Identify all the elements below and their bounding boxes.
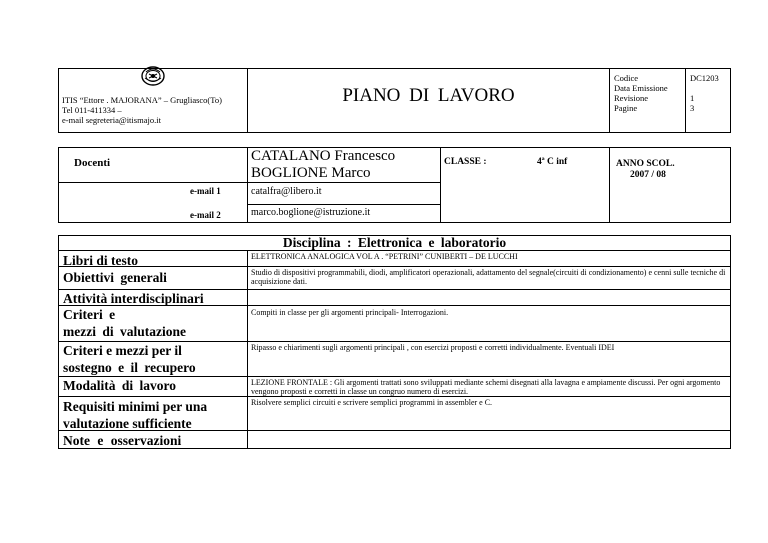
row-label-attivita-interdisciplinari: Attività interdisciplinari (63, 291, 204, 306)
row-label-criteri-valutazione-line1: Criteri e (63, 307, 116, 322)
email-1-label: e-mail 1 (190, 186, 221, 196)
teacher-2: BOGLIONE Marco (251, 165, 371, 181)
row-content-criteri-valutazione: Compiti in classe per gli argomenti principali- Interrogazioni. (251, 308, 449, 317)
meta-value-codice: DC1203 (690, 73, 719, 83)
meta-value-data-emissione (690, 83, 719, 93)
email-2-value[interactable]: marco.boglione@istruzione.it (251, 207, 371, 218)
meta-label-data-emissione: Data Emissione (614, 83, 668, 93)
discipline-title: Disciplina : Elettronica e laboratorio (282, 235, 507, 250)
row-content-modalita-di-lavoro: LEZIONE FRONTALE : Gli argomenti trattati sono sviluppati mediante schemi disegnati alla lavagna e ampiamente discussi. Per ogni argomento vengono proposti e corretti in classe un congruo numero di esercizi. (251, 378, 721, 397)
meta-value-pagine: 3 (690, 103, 695, 113)
docenti-label: Docenti (74, 157, 111, 169)
classe-label: CLASSE : (444, 157, 487, 167)
school-name: ITIS “Ettore . MAJORANA” – Grugliasco(To) (62, 95, 222, 105)
meta-labels (614, 73, 668, 113)
row-label-criteri-valutazione-line2: mezzi di valutazione (63, 324, 186, 339)
row-content-libri-di-testo: ELETTRONICA ANALOGICA VOL A . “PETRINI” CUNIBERTI – DE LUCCHI (251, 252, 518, 261)
row-content-criteri-sostegno: Ripasso e chiarimenti sugli argomenti principali , con esercizi proposti e corretti individualmente. Eventuali IDEI (251, 343, 615, 352)
meta-label-revisione: Revisione (614, 93, 648, 103)
row-label-requisiti-minimi-line1: Requisiti minimi per una (63, 399, 208, 414)
row-label-criteri-sostegno-line1: Criteri e mezzi per il (63, 343, 182, 358)
anno-value: 2007 / 08 (630, 170, 666, 180)
school-phone: Tel 011-411334 – (62, 105, 122, 115)
classe-value: 4ª C inf (537, 157, 568, 167)
row-content-obiettivi-generali: Studio di dispositivi programmabili, diodi, amplificatori operazionali, adattamento del segnale(circuiti di condizionamento) e cenni sulle tecniche di acquisizione dati. (251, 268, 726, 287)
email-1-value[interactable]: catalfra@libero.it (251, 186, 322, 197)
school-email: e-mail segreteria@itismajo.it (62, 115, 161, 125)
teacher-1: CATALANO Francesco (251, 148, 396, 164)
row-label-criteri-sostegno-line2: sostegno e il recupero (63, 360, 196, 375)
email-2-label: e-mail 2 (190, 210, 221, 220)
meta-label-codice: Codice (614, 73, 639, 83)
meta-values (690, 73, 719, 113)
row-label-note-osservazioni: Note e osservazioni (63, 433, 182, 448)
row-label-obiettivi-generali: Obiettivi generali (63, 270, 167, 285)
school-seal-logo (140, 64, 166, 88)
row-label-libri-di-testo: Libri di testo (63, 253, 139, 268)
row-content-requisiti-minimi: Risolvere semplici circuiti e scrivere semplici programmi in assembler e C. (251, 398, 493, 407)
row-label-requisiti-minimi-line2: valutazione sufficiente (63, 416, 192, 431)
document-title: PIANO DI LAVORO (342, 85, 515, 106)
meta-value-revisione: 1 (690, 93, 695, 103)
row-label-modalita-di-lavoro: Modalità di lavoro (63, 378, 177, 393)
meta-label-pagine: Pagine (614, 103, 638, 113)
anno-label: ANNO SCOL. (616, 159, 675, 169)
